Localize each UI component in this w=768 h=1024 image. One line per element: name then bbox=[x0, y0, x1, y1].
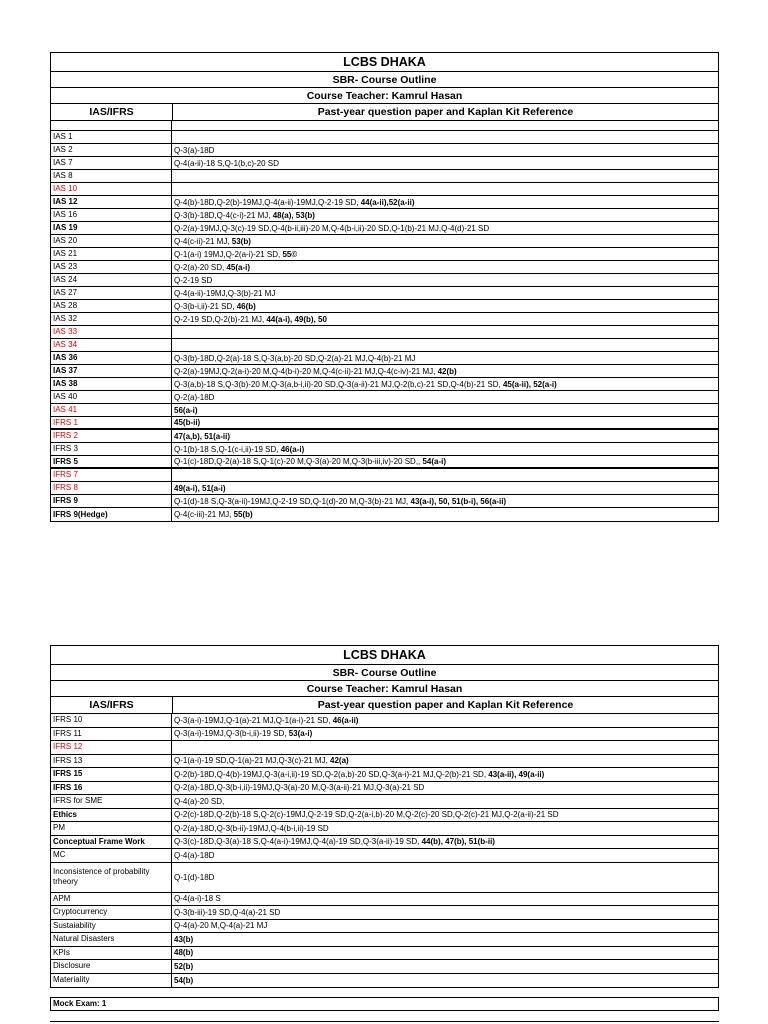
standard-cell: IFRS 1 bbox=[51, 417, 172, 428]
standard-cell: APM bbox=[51, 893, 172, 906]
past-paper-reference: Q-2(a)-18D,Q-3(b-ii)-19MJ,Q-4(b-i,ii)-19 SD bbox=[174, 823, 329, 833]
sheet-subtitle: SBR- Course Outline bbox=[51, 72, 718, 88]
past-paper-reference: Q-1(d)-18 S,Q-3(a-ii)-19MJ,Q-2-19 SD,Q-1(d)-20 M,Q-3(b)-21 MJ, bbox=[174, 496, 411, 506]
standard-cell: IAS 19 bbox=[51, 222, 172, 234]
past-paper-reference: Q-4(a)-20 M,Q-4(a)-21 MJ bbox=[174, 921, 268, 931]
table-row bbox=[51, 863, 718, 893]
reference-cell bbox=[172, 365, 718, 377]
reference-cell bbox=[172, 906, 718, 919]
table-row bbox=[51, 741, 718, 755]
table-row bbox=[51, 183, 718, 196]
table-row bbox=[51, 365, 718, 378]
past-paper-reference: Q-4(c-ii)-21 MJ, bbox=[174, 236, 232, 246]
past-paper-reference: Q-3(b-i,ii)-21 SD, bbox=[174, 301, 237, 311]
standard-cell: IFRS 12 bbox=[51, 741, 172, 754]
table-row bbox=[51, 795, 718, 809]
reference-cell bbox=[172, 131, 718, 143]
standard-cell: IFRS 3 bbox=[51, 443, 172, 455]
kit-reference: 54(a-i) bbox=[422, 457, 447, 466]
past-paper-reference: Q-3(b)-18D,Q-2(a)-18 S,Q-3(a,b)-20 SD,Q-2(a)-21 MJ,Q-4(b)-21 MJ bbox=[174, 353, 416, 363]
past-paper-reference: Q-4(b)-18D,Q-2(b)-19MJ,Q-4(a-ii)-19MJ,Q-2-19 SD, bbox=[174, 197, 361, 207]
past-paper-reference: Q-2(a)-18D,Q-3(b-i,ii)-19MJ,Q-3(a)-20 M,Q-3(a-ii)-21 MJ,Q-3(a)-21 SD bbox=[174, 783, 425, 793]
table-row bbox=[51, 196, 718, 209]
past-paper-reference: Q-3(a-i)-19MJ,Q-1(a)-21 MJ,Q-1(a-i)-21 SD, bbox=[174, 715, 333, 725]
column-header-reference: Past-year question paper and Kaplan Kit Reference bbox=[317, 106, 574, 118]
table-row bbox=[51, 326, 718, 339]
kit-reference: 48(a), 53(b) bbox=[272, 210, 315, 220]
standard-cell: IFRS 2 bbox=[51, 430, 172, 442]
table-row bbox=[51, 287, 718, 300]
standard-cell: IAS 16 bbox=[51, 209, 172, 221]
blank-cell bbox=[51, 121, 172, 130]
past-paper-reference: Q-2-19 SD,Q-2(b)-21 MJ, bbox=[174, 314, 267, 324]
past-paper-reference: Q-1(d)-18D bbox=[174, 872, 215, 882]
reference-cell bbox=[172, 809, 718, 822]
table-row bbox=[51, 714, 718, 728]
kit-reference: 46(a-i) bbox=[280, 444, 305, 454]
table-row bbox=[51, 947, 718, 961]
reference-cell bbox=[172, 822, 718, 835]
kit-reference: 53(a-i) bbox=[288, 729, 313, 739]
reference-cell bbox=[172, 430, 718, 442]
column-header-row bbox=[51, 104, 718, 121]
past-paper-reference: Q-3(a)-18D bbox=[174, 145, 215, 155]
reference-cell bbox=[172, 863, 718, 892]
table-row bbox=[51, 352, 718, 365]
reference-cell bbox=[172, 482, 718, 494]
table-row bbox=[51, 782, 718, 796]
standard-cell: IAS 41 bbox=[51, 404, 172, 416]
table-row bbox=[51, 222, 718, 235]
standard-cell: IFRS 15 bbox=[51, 768, 172, 781]
column-header-row bbox=[51, 697, 718, 714]
table-row bbox=[51, 300, 718, 313]
table-row bbox=[51, 391, 718, 404]
kit-reference: 43(b) bbox=[174, 934, 194, 944]
reference-cell bbox=[172, 417, 718, 428]
standard-cell: IFRS 13 bbox=[51, 755, 172, 768]
standard-cell: IFRS 9(Hedge) bbox=[51, 508, 172, 521]
reference-cell bbox=[172, 741, 718, 754]
kit-reference: 46(a-ii) bbox=[332, 715, 359, 725]
standard-cell: PM bbox=[51, 822, 172, 835]
past-paper-reference: Q-2(a)-19MJ,Q-3(c)-19 SD,Q-4(b-ii,iii)-20 M,Q-4(b-i,ii)-20 SD,Q-1(b)-21 MJ,Q-4(d)-21 SD bbox=[174, 223, 490, 233]
table-row bbox=[51, 261, 718, 274]
table-row bbox=[51, 960, 718, 974]
kit-reference: 52(b) bbox=[174, 961, 194, 971]
reference-cell bbox=[172, 235, 718, 247]
reference-cell bbox=[172, 495, 718, 507]
reference-cell bbox=[172, 947, 718, 960]
standard-cell: Natural Disasters bbox=[51, 933, 172, 946]
kit-reference: 55© bbox=[282, 249, 298, 259]
reference-cell bbox=[172, 728, 718, 741]
reference-cell bbox=[172, 893, 718, 906]
table-row bbox=[51, 209, 718, 222]
standard-cell: IAS 38 bbox=[51, 378, 172, 390]
standard-cell: IAS 2 bbox=[51, 144, 172, 156]
standard-cell: IAS 8 bbox=[51, 170, 172, 182]
standard-cell: Disclosure bbox=[51, 960, 172, 973]
reference-cell bbox=[172, 714, 718, 727]
reference-cell bbox=[172, 209, 718, 221]
sheet-subtitle: SBR- Course Outline bbox=[51, 665, 718, 681]
standard-cell: Conceptual Frame Work bbox=[51, 836, 172, 849]
kit-reference: 43(a-ii), 49(a-ii) bbox=[488, 769, 545, 779]
reference-cell bbox=[172, 157, 718, 169]
reference-cell bbox=[172, 274, 718, 286]
standard-cell: IAS 21 bbox=[51, 248, 172, 260]
column-header-standard: IAS/IFRS bbox=[51, 697, 173, 713]
blank-row bbox=[51, 121, 718, 131]
standard-cell: MC bbox=[51, 849, 172, 862]
table-row bbox=[51, 456, 718, 469]
reference-cell bbox=[172, 261, 718, 273]
past-paper-reference: Q-4(a-ii)-19MJ,Q-3(b)-21 MJ bbox=[174, 288, 276, 298]
kit-reference: 53(b) bbox=[231, 236, 251, 246]
kit-reference: 54(b) bbox=[174, 975, 194, 985]
sheet-title: LCBS DHAKA bbox=[51, 646, 718, 665]
past-paper-reference: Q-3(a,b)-18 S,Q-3(b)-20 M,Q-3(a,b-i,ii)-20 SD,Q-3(a-ii)-21 MJ,Q-2(b,c)-21 SD,Q-4(b)-21 SD, bbox=[174, 379, 503, 389]
kit-reference: 55(b) bbox=[233, 510, 253, 519]
kit-reference: 42(a) bbox=[330, 756, 349, 766]
column-header-standard: IAS/IFRS bbox=[51, 104, 173, 120]
kit-reference: 45(a-i) bbox=[226, 262, 251, 272]
standard-cell: IAS 34 bbox=[51, 339, 172, 351]
reference-cell bbox=[172, 849, 718, 862]
standard-cell: IAS 7 bbox=[51, 157, 172, 169]
sheet-title: LCBS DHAKA bbox=[51, 53, 718, 72]
reference-cell bbox=[172, 378, 718, 390]
standard-cell: Inconsistence of probability trheory bbox=[51, 863, 172, 892]
reference-cell bbox=[172, 183, 718, 195]
reference-cell bbox=[172, 248, 718, 260]
standard-cell: IAS 33 bbox=[51, 326, 172, 338]
past-paper-reference: Q-2(c)-18D,Q-2(b)-18 S,Q-2(c)-19MJ,Q-2-19 SD,Q-2(a-i,b)-20 M,Q-2(c)-20 SD,Q-2(c)-21 MJ,Q-2(a-ii)-21 SD bbox=[174, 810, 559, 820]
table-row bbox=[51, 404, 718, 417]
reference-cell bbox=[172, 782, 718, 795]
table-row bbox=[51, 809, 718, 823]
reference-cell bbox=[172, 144, 718, 156]
reference-cell bbox=[172, 974, 718, 988]
table-row bbox=[51, 482, 718, 495]
table-row bbox=[51, 274, 718, 287]
reference-cell bbox=[172, 443, 718, 455]
past-paper-reference: Q-2-19 SD bbox=[174, 275, 213, 285]
table-row bbox=[51, 822, 718, 836]
past-paper-reference: Q-4(a-i)-18 S bbox=[174, 894, 221, 904]
course-outline-table-1 bbox=[50, 52, 719, 522]
table-row bbox=[51, 157, 718, 170]
kit-reference: 46(b) bbox=[236, 301, 256, 311]
reference-cell bbox=[172, 404, 718, 416]
past-paper-reference: Q-3(b-iii)-19 SD,Q-4(a)-21 SD bbox=[174, 907, 281, 917]
standard-cell: IAS 28 bbox=[51, 300, 172, 312]
table-row bbox=[51, 755, 718, 769]
past-paper-reference: Q-4(c-iii)-21 MJ, bbox=[174, 510, 234, 519]
standard-cell: IFRS 5 bbox=[51, 456, 172, 467]
standard-cell: IAS 27 bbox=[51, 287, 172, 299]
standard-cell: KPIs bbox=[51, 947, 172, 960]
standard-cell: IAS 10 bbox=[51, 183, 172, 195]
reference-cell bbox=[172, 960, 718, 973]
standard-cell: IFRS 11 bbox=[51, 728, 172, 741]
standard-cell: Ethics bbox=[51, 809, 172, 822]
kit-reference: 56(a-i) bbox=[174, 405, 198, 415]
reference-cell bbox=[172, 795, 718, 808]
table-row bbox=[51, 417, 718, 430]
kit-reference: 44(b), 47(b), 51(b-ii) bbox=[421, 837, 495, 847]
course-teacher: Course Teacher: Kamrul Hasan bbox=[51, 88, 718, 104]
reference-cell bbox=[172, 768, 718, 781]
table-row bbox=[51, 893, 718, 907]
table-row bbox=[51, 920, 718, 934]
past-paper-reference: Q-2(a)-20 SD, bbox=[174, 262, 227, 272]
mock-exam-label: Mock Exam: 1 bbox=[50, 997, 719, 1011]
standard-cell: IFRS 8 bbox=[51, 482, 172, 494]
reference-cell bbox=[172, 836, 718, 849]
past-paper-reference: Q-2(a)-18D bbox=[174, 392, 215, 402]
table-row bbox=[51, 339, 718, 352]
table-row bbox=[51, 933, 718, 947]
table-row bbox=[51, 508, 718, 521]
table-row bbox=[51, 469, 718, 482]
reference-cell bbox=[172, 391, 718, 403]
table-row bbox=[51, 836, 718, 850]
reference-cell bbox=[172, 300, 718, 312]
past-paper-reference: Q-2(b)-18D,Q-4(b)-19MJ,Q-3(a-i,ii)-19 SD,Q-2(a,b)-20 SD,Q-3(a-i)-21 MJ,Q-2(b)-21 SD, bbox=[174, 769, 489, 779]
table-row bbox=[51, 728, 718, 742]
table-row bbox=[51, 378, 718, 391]
kit-reference: 44(a-i), 49(b), 50 bbox=[266, 314, 327, 324]
reference-cell bbox=[172, 196, 718, 208]
reference-cell bbox=[172, 287, 718, 299]
past-paper-reference: Q-1(a-i) 19MJ,Q-2(a-i)-21 SD, bbox=[174, 249, 283, 259]
past-paper-reference: Q-2(a)-19MJ,Q-2(a-i)-20 M,Q-4(b-i)-20 M,Q-4(c-ii)-21 MJ,Q-4(c-iv)-21 MJ, bbox=[174, 366, 438, 376]
table-row bbox=[51, 131, 718, 144]
standard-cell: IAS 12 bbox=[51, 196, 172, 208]
past-paper-reference: Q-3(b)-18D,Q-4(c-i)-21 MJ, bbox=[174, 210, 273, 220]
divider bbox=[50, 1021, 719, 1022]
standard-cell: Cryptocurrency bbox=[51, 906, 172, 919]
past-paper-reference: Q-4(a-ii)-18 S,Q-1(b,c)-20 SD bbox=[174, 158, 279, 168]
kit-reference: 45(a-ii), 52(a-i) bbox=[502, 379, 557, 389]
past-paper-reference: Q-1(c)-18D,Q-2(a)-18 S,Q-1(c)-20 M,Q-3(a)-20 M,Q-3(b-iii,iv)-20 SD,, bbox=[174, 457, 423, 466]
reference-cell bbox=[172, 469, 718, 481]
standard-cell: IFRS for SME bbox=[51, 795, 172, 808]
standard-cell: IAS 40 bbox=[51, 391, 172, 403]
table-row bbox=[51, 170, 718, 183]
kit-reference: 44(a-ii),52(a-ii) bbox=[360, 197, 415, 207]
table-row bbox=[51, 248, 718, 261]
standard-cell: IAS 20 bbox=[51, 235, 172, 247]
past-paper-reference: Q-4(a)-18D bbox=[174, 850, 215, 860]
table-row bbox=[51, 495, 718, 508]
reference-cell bbox=[172, 170, 718, 182]
kit-reference: 47(a,b), 51(a-ii) bbox=[174, 431, 231, 441]
standard-cell: Materiality bbox=[51, 974, 172, 988]
reference-cell bbox=[172, 933, 718, 946]
reference-cell bbox=[172, 326, 718, 338]
past-paper-reference: Q-4(a)-20 SD, bbox=[174, 796, 225, 806]
table-row bbox=[51, 849, 718, 863]
kit-reference: 49(a-i), 51(a-i) bbox=[174, 483, 226, 493]
standard-cell: IAS 32 bbox=[51, 313, 172, 325]
standard-cell: IFRS 7 bbox=[51, 469, 172, 481]
reference-cell bbox=[172, 920, 718, 933]
standard-cell: IAS 37 bbox=[51, 365, 172, 377]
course-teacher: Course Teacher: Kamrul Hasan bbox=[51, 681, 718, 697]
table-row bbox=[51, 430, 718, 443]
table-row bbox=[51, 235, 718, 248]
standard-cell: IAS 36 bbox=[51, 352, 172, 364]
table-row bbox=[51, 768, 718, 782]
past-paper-reference: Q-1(a-i)-19 SD,Q-1(a)-21 MJ,Q-3(c)-21 MJ, bbox=[174, 756, 331, 766]
past-paper-reference: Q-1(b)-18 S,Q-1(c-i,ii)-19 SD, bbox=[174, 444, 281, 454]
kit-reference: 45(b-ii) bbox=[174, 418, 201, 427]
past-paper-reference: Q-3(c)-18D,Q-3(a)-18 S,Q-4(a-i)-19MJ,Q-4(a)-19 SD,Q-3(a-ii)-19 SD, bbox=[174, 837, 422, 847]
past-paper-reference: Q-3(a-i)-19MJ,Q-3(b-i,ii)-19 SD, bbox=[174, 729, 289, 739]
standard-cell: IAS 1 bbox=[51, 131, 172, 143]
course-outline-table-2 bbox=[50, 645, 719, 988]
reference-cell bbox=[172, 339, 718, 351]
standard-cell: IAS 23 bbox=[51, 261, 172, 273]
standard-cell: Sustaiability bbox=[51, 920, 172, 933]
table-row bbox=[51, 974, 718, 988]
table-row bbox=[51, 906, 718, 920]
reference-cell bbox=[172, 313, 718, 325]
kit-reference: 48(b) bbox=[174, 948, 194, 958]
table-row bbox=[51, 443, 718, 456]
kit-reference: 43(a-i), 50, 51(b-i), 56(a-ii) bbox=[410, 496, 507, 506]
table-row bbox=[51, 313, 718, 326]
reference-cell bbox=[172, 222, 718, 234]
reference-cell bbox=[172, 352, 718, 364]
standard-cell: IFRS 10 bbox=[51, 714, 172, 727]
standard-cell: IFRS 16 bbox=[51, 782, 172, 795]
standard-cell: IFRS 9 bbox=[51, 495, 172, 507]
column-header-reference: Past-year question paper and Kaplan Kit Reference bbox=[317, 699, 574, 711]
reference-cell bbox=[172, 755, 718, 768]
reference-cell bbox=[172, 456, 718, 467]
standard-cell: IAS 24 bbox=[51, 274, 172, 286]
reference-cell bbox=[172, 508, 718, 521]
kit-reference: 42(b) bbox=[437, 366, 457, 376]
table-row bbox=[51, 144, 718, 157]
